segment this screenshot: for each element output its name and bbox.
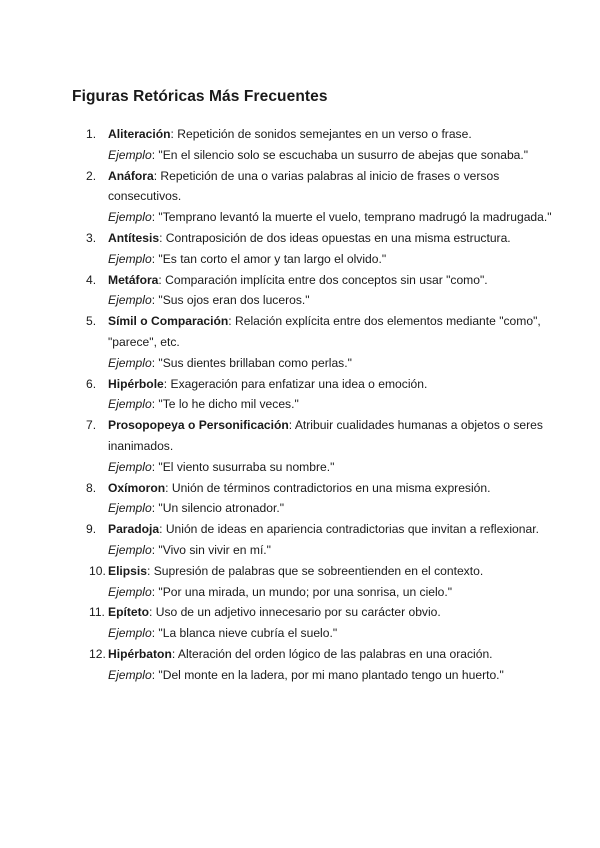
item-number: 1.	[86, 127, 97, 141]
item-number: 7.	[86, 418, 97, 433]
item-number: 12.	[89, 646, 106, 661]
item-number: 2.	[86, 168, 97, 183]
item-example	[108, 249, 560, 270]
item-definition: : Unión de ideas en apariencia contradictorias que invitan a reflexionar.	[159, 522, 539, 537]
item-definition: : Supresión de palabras que se sobreentienden en el contexto.	[147, 563, 484, 578]
example-text: : "Por una mirada, un mundo; por una sonrisa, un cielo."	[151, 584, 453, 599]
item-term: Elipsis	[108, 563, 147, 578]
item-example	[108, 394, 560, 415]
example-text: : "El viento susurraba su nombre."	[151, 459, 335, 474]
item-definition: : Contraposición de dos ideas opuestas en una misma estructura.	[159, 230, 511, 245]
example-label: Ejemplo	[108, 584, 152, 599]
list-item	[72, 561, 560, 603]
item-definition: : Repetición de sonidos semejantes en un verso o frase.	[170, 127, 472, 141]
item-number: 8.	[86, 480, 97, 495]
item-example	[108, 457, 560, 478]
item-example	[108, 207, 560, 228]
example-text: : "Es tan corto el amor y tan largo el olvido."	[151, 251, 387, 266]
list-item	[72, 124, 560, 166]
example-text: : "Vivo sin vivir en mí."	[151, 542, 271, 557]
list-item	[72, 270, 560, 312]
item-definition: : Exageración para enfatizar una idea o emoción.	[163, 376, 428, 391]
example-text: : "Temprano levantó la muerte el vuelo, temprano madrugó la madrugada."	[151, 210, 552, 225]
item-number: 10.	[89, 563, 106, 578]
example-label: Ejemplo	[108, 542, 152, 557]
example-text: : "Un silencio atronador."	[151, 501, 284, 516]
item-example	[108, 290, 560, 311]
example-text: : "Sus dientes brillaban como perlas."	[151, 355, 352, 370]
list-item	[72, 519, 560, 561]
item-definition: : Atribuir cualidades humanas a objetos o seres inanimados.	[108, 418, 543, 453]
item-definition: : Comparación implícita entre dos conceptos sin usar "como".	[158, 272, 488, 287]
item-term: Prosopopeya o Personificación	[108, 418, 289, 433]
example-label: Ejemplo	[108, 501, 152, 516]
figures-list	[72, 124, 560, 686]
list-item	[72, 166, 560, 228]
item-term: Epíteto	[108, 605, 149, 620]
example-label: Ejemplo	[108, 355, 152, 370]
list-item	[72, 602, 560, 644]
item-term: Antítesis	[108, 230, 160, 245]
item-term: Anáfora	[108, 168, 154, 183]
item-definition: : Repetición de una o varias palabras al inicio de frases o versos consecutivos.	[108, 168, 500, 204]
example-text: : "La blanca nieve cubría el suelo."	[151, 626, 338, 641]
item-definition: : Uso de un adjetivo innecesario por su carácter obvio.	[148, 605, 441, 620]
item-example	[108, 145, 560, 166]
example-text: : "Te lo he dicho mil veces."	[151, 397, 299, 412]
example-label: Ejemplo	[108, 251, 152, 266]
item-term: Símil o Comparación	[108, 314, 229, 329]
list-item	[72, 644, 560, 686]
item-number: 6.	[86, 376, 97, 391]
item-example	[108, 540, 560, 561]
item-definition: : Relación explícita entre dos elementos mediante "como", "parece", etc.	[108, 314, 541, 349]
example-text: : "Del monte en la ladera, por mi mano plantado tengo un huerto."	[151, 667, 504, 682]
list-item	[72, 415, 560, 477]
list-item	[72, 478, 560, 520]
item-definition: : Alteración del orden lógico de las palabras en una oración.	[171, 646, 493, 661]
example-label: Ejemplo	[108, 459, 152, 474]
item-example	[108, 498, 560, 519]
item-number: 9.	[86, 522, 97, 537]
item-term: Hipérbole	[108, 376, 164, 391]
item-example	[108, 623, 560, 644]
list-item	[72, 311, 560, 373]
example-text: : "Sus ojos eran dos luceros."	[151, 293, 310, 308]
list-item	[72, 374, 560, 416]
item-number: 5.	[86, 314, 97, 329]
example-label: Ejemplo	[108, 626, 152, 641]
example-label: Ejemplo	[108, 667, 152, 682]
item-number: 11.	[89, 605, 105, 620]
item-term: Paradoja	[108, 522, 160, 537]
item-example	[108, 353, 560, 374]
page-title: Figuras Retóricas Más Frecuentes	[72, 88, 328, 105]
example-text: : "En el silencio solo se escuchaba un susurro de abejas que sonaba."	[151, 147, 529, 162]
item-term: Metáfora	[108, 272, 159, 287]
item-number: 4.	[86, 272, 97, 287]
item-example	[108, 665, 560, 686]
item-term: Aliteración	[108, 127, 171, 141]
item-number: 3.	[86, 230, 97, 245]
list-item	[72, 228, 560, 270]
item-term: Oxímoron	[108, 480, 166, 495]
example-label: Ejemplo	[108, 293, 152, 308]
example-label: Ejemplo	[108, 397, 152, 412]
example-label: Ejemplo	[108, 147, 152, 162]
item-example	[108, 582, 560, 603]
example-label: Ejemplo	[108, 210, 152, 225]
item-term: Hipérbaton	[108, 646, 172, 661]
item-definition: : Unión de términos contradictorios en una misma expresión.	[165, 480, 491, 495]
